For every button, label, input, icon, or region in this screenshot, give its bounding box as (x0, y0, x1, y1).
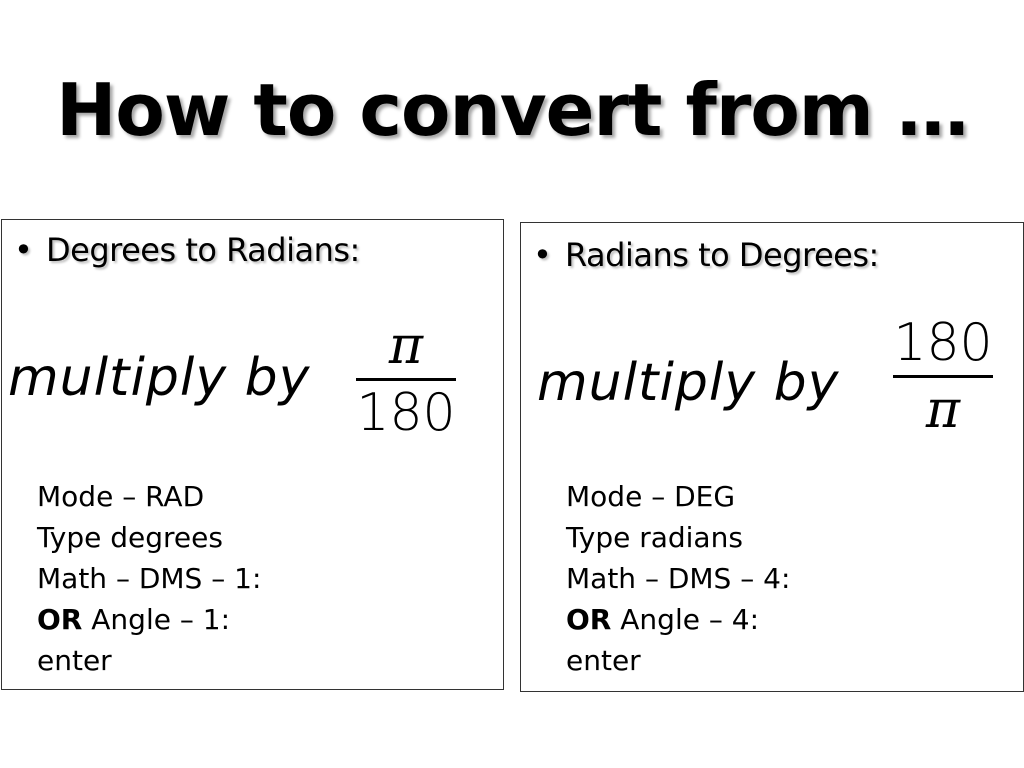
radians-to-degrees-panel (520, 222, 1024, 692)
fraction-denominator: π (925, 380, 961, 440)
fraction (354, 314, 458, 445)
slide-title: How to convert from … (56, 68, 968, 152)
fraction-denominator: 180 (356, 383, 456, 443)
bullet-icon: • (14, 231, 33, 269)
step-line-rest: Angle – 4: (611, 603, 760, 636)
step-line: Type radians (566, 521, 743, 554)
heading-text: Degrees to Radians: (46, 231, 360, 269)
step-line (566, 599, 790, 640)
bullet-icon: • (533, 236, 552, 274)
heading-text: Radians to Degrees: (565, 236, 879, 274)
panel-heading (14, 230, 360, 270)
fraction-numerator: 180 (893, 313, 993, 373)
step-line: Mode – RAD (37, 480, 205, 513)
step-line-rest: Angle – 1: (82, 603, 231, 636)
step-line: Type degrees (37, 521, 223, 554)
fraction-numerator: π (388, 316, 424, 376)
formula-text: multiply by (8, 348, 311, 408)
or-keyword: OR (37, 603, 83, 636)
step-line: Math – DMS – 1: (37, 562, 262, 595)
or-keyword: OR (566, 603, 612, 636)
degrees-to-radians-panel (1, 219, 504, 690)
step-line: Mode – DEG (566, 480, 736, 513)
fraction (891, 311, 995, 442)
calculator-steps (37, 476, 261, 681)
formula-text: multiply by (537, 353, 840, 413)
step-line: enter (37, 644, 112, 677)
step-line: Math – DMS – 4: (566, 562, 791, 595)
panel-heading (533, 235, 879, 275)
calculator-steps (566, 476, 790, 681)
step-line (37, 599, 261, 640)
step-line: enter (566, 644, 641, 677)
